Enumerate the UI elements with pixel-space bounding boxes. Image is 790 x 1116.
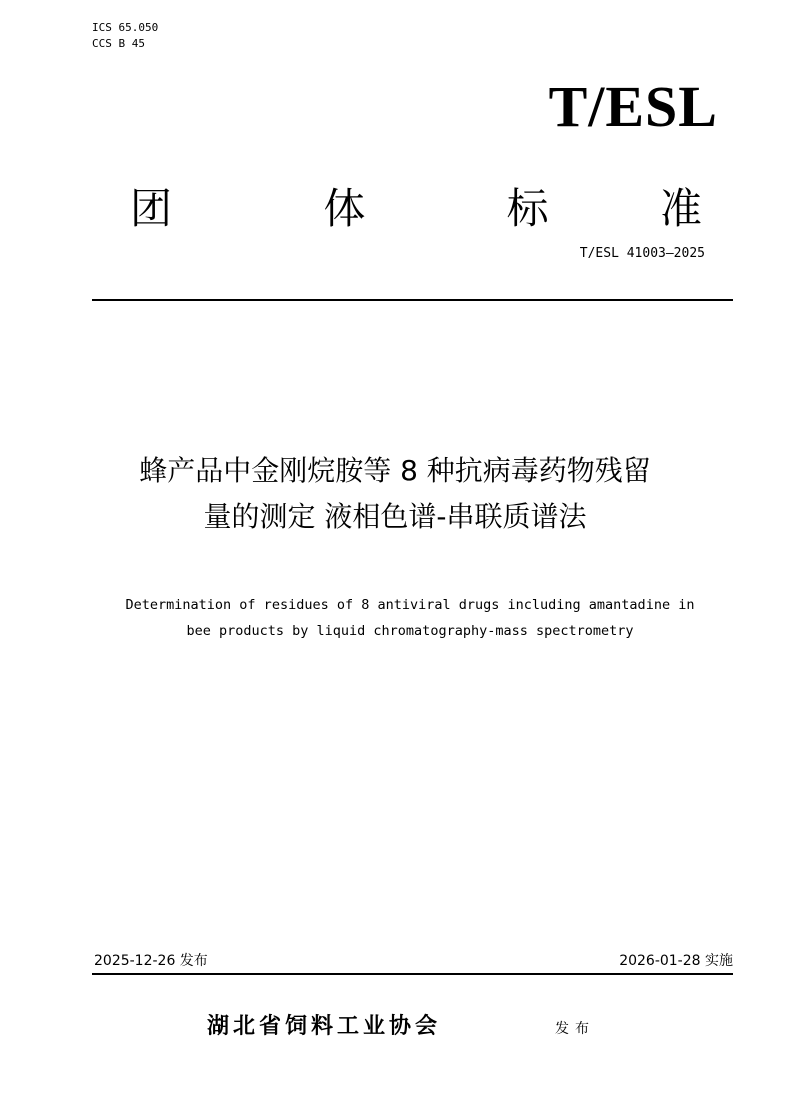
title-english [70,592,750,644]
title-chinese [60,448,730,540]
title-chinese-line: 量的测定 液相色谱-串联质谱法 [203,500,587,533]
standard-kind-char: 准 [659,184,702,233]
standard-kind [92,184,702,234]
title-chinese-line: 蜂产品中金刚烷胺等 8 种抗病毒药物残留 [139,454,651,487]
title-english-line: bee products by liquid chromatography-mass spectrometry [186,623,634,639]
ccs-code: CCS B 45 [92,37,145,50]
classification-codes [92,20,158,52]
publish-label: 发布 [555,1021,595,1037]
standard-kind-char: 团 [130,184,173,233]
bottom-divider [92,973,733,975]
top-divider [92,299,733,301]
standard-kind-char: 标 [506,184,549,233]
standard-code: T/ESL 41003—2025 [579,246,705,261]
publisher-name: 湖北省饲料工业协会 [207,1014,442,1039]
implementation-date: 2026-01-28 实施 [619,953,733,969]
standard-kind-char: 体 [323,184,366,233]
title-english-line: Determination of residues of 8 antiviral drugs including amantadine in [125,597,695,613]
issue-date: 2025-12-26 发布 [94,953,208,969]
ics-code: ICS 65.050 [92,21,159,34]
standard-brand: T/ESL [548,74,718,139]
